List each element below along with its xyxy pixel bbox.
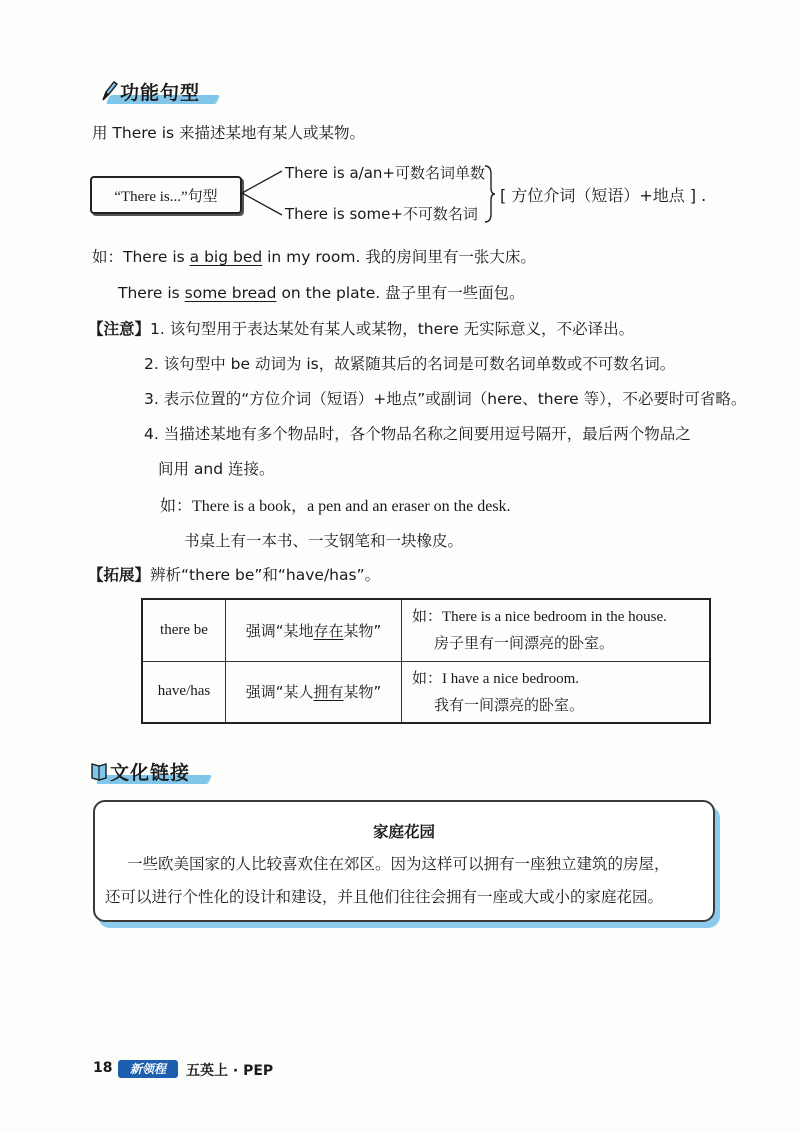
comparison-table: [141, 598, 711, 724]
note-4-example-en: 如：There is a book，a pen and an eraser on the desk.: [160, 498, 511, 515]
note-4-example-zh: 书桌上有一本书、一支钢笔和一块橡皮。: [184, 532, 464, 550]
pencil-icon: [100, 80, 118, 102]
pattern-box-label: “There is...”句型: [114, 189, 218, 205]
note-4-line-2: 间用 and 连接。: [158, 460, 275, 478]
pattern-tail: [ 方位介词（短语）+地点 ] .: [500, 186, 707, 205]
example-2: There is some bread on the plate. 盘子里有一些面包。: [118, 284, 525, 302]
culture-line-1: 一些欧美国家的人比较喜欢住在郊区。因为这样可以拥有一座独立建筑的房屋，: [127, 855, 670, 873]
note-2: 2. 该句型中 be 动词为 is，故紧随其后的名词是可数名词单数或不可数名词。: [144, 355, 676, 373]
book-icon: [90, 760, 108, 782]
table-term: have/has: [142, 661, 226, 723]
table-term: there be: [142, 599, 226, 661]
pattern-branch-lines: [240, 165, 285, 225]
page-number: 18: [93, 1060, 113, 1076]
note-4-line-1: 4. 当描述某地有多个物品时，各个物品名称之间要用逗号隔开，最后两个物品之: [144, 425, 691, 443]
extension-label: 【拓展】: [88, 566, 151, 584]
intro-text: 用 There is 来描述某地有某人或某物。: [92, 124, 366, 142]
table-meaning: 强调“某地存在某物”: [226, 599, 402, 661]
table-row: [142, 661, 710, 723]
pattern-brace: [483, 164, 497, 224]
example-1: 如：There is a big bed in my room. 我的房间里有一张大床。: [92, 248, 536, 266]
note-label: 【注意】: [88, 320, 151, 338]
section-title: 文化链接: [110, 762, 191, 784]
culture-title: 家庭花园: [372, 823, 435, 841]
table-meaning: 强调“某人拥有某物”: [226, 661, 402, 723]
underlined-phrase: a big bed: [189, 248, 263, 266]
table-example: 如：I have a nice bedroom. 我有一间漂亮的卧室。: [402, 661, 711, 723]
section-title: 功能句型: [120, 82, 201, 104]
underlined-phrase: some bread: [184, 284, 277, 302]
section-header-grammar: [100, 78, 230, 108]
pattern-branch-bottom: There is some+不可数名词: [285, 205, 478, 223]
culture-line-2: 还可以进行个性化的设计和建设，并且他们往往会拥有一座或大或小的家庭花园。: [105, 888, 664, 906]
note-1: 【注意】1. 该句型用于表达某处有某人或某物，there 无实际意义，不必译出。: [88, 320, 635, 338]
table-row: [142, 599, 710, 661]
section-header-culture: [90, 758, 220, 788]
table-example: 如：There is a nice bedroom in the house. 房子里有一间漂亮的卧室。: [402, 599, 711, 661]
culture-box: [93, 800, 715, 922]
pattern-box: [90, 176, 242, 214]
note-3: 3. 表示位置的“方位介词（短语）+地点”或副词（here、there 等），不必要时可省略。: [144, 390, 747, 408]
series-badge: 新领程: [118, 1060, 178, 1078]
book-label: 五英上 · PEP: [186, 1063, 274, 1079]
pattern-branch-top: There is a/an+可数名词单数: [285, 164, 485, 182]
extension-line: 【拓展】辨析“there be”和“have/has”。: [88, 566, 381, 584]
